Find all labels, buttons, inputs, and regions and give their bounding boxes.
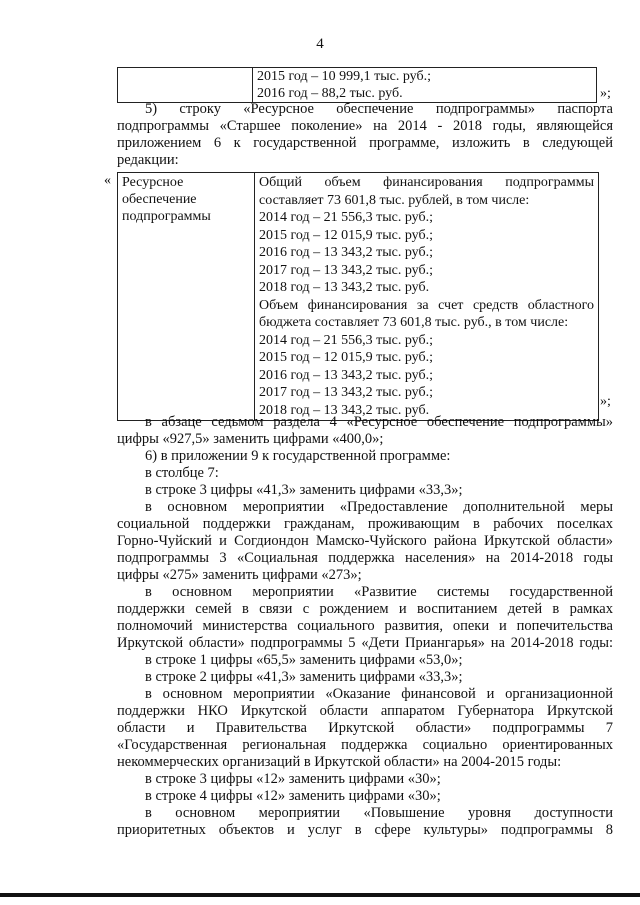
text-line: социальной поддержки гражданам, проживающим в рабочих поселках — [117, 516, 613, 532]
resource-value-cell — [255, 173, 599, 421]
value-line: 2017 год – 13 343,2 тыс. руб.; — [259, 385, 433, 400]
text-line: редакции: — [117, 152, 179, 168]
paragraph-item-5 — [117, 101, 613, 169]
text-line: в строке 1 цифры «65,5» заменить цифрами «53,0»; — [145, 652, 463, 668]
text-line: в основном мероприятии «Развитие системы государственной — [145, 584, 613, 600]
value-line: бюджета составляет 73 601,8 тыс. руб., в том числе: — [259, 315, 569, 330]
text-line: приоритетных объектов и услуг в сфере культуры» подпрограммы 8 — [117, 822, 613, 838]
value-line: 2018 год – 13 343,2 тыс. руб. — [259, 402, 430, 418]
text-line: области и Правительства Иркутской области» подпрограммы 7 — [117, 720, 613, 736]
table-cell-empty — [118, 68, 253, 103]
value-line: 2018 год – 13 343,2 тыс. руб. — [259, 280, 430, 295]
text-line: подпрограммы «Старшее поколение» на 2014 - 2018 годы, являющейся — [117, 118, 613, 134]
text-line: в основном мероприятии «Оказание финансовой и организационной — [145, 686, 613, 702]
text-line: полномочий министерства социального развития, опеки и попечительства — [117, 618, 613, 634]
table-cell-values — [253, 68, 597, 103]
value-line: составляет 73 601,8 тыс. рублей, в том числе: — [259, 192, 530, 208]
page-number: 4 — [316, 36, 324, 52]
text-line: подпрограммы 3 «Социальная поддержка населения» на 2014-2018 годы — [117, 550, 613, 566]
label-line: подпрограммы — [122, 209, 211, 224]
text-line: в строке 3 цифры «41,3» заменить цифрами «33,3»; — [145, 482, 463, 498]
value-line: 2016 год – 13 343,2 тыс. руб.; — [259, 367, 433, 383]
label-line: обеспечение — [122, 192, 197, 207]
value-line: 2016 год – 13 343,2 тыс. руб.; — [259, 245, 433, 260]
closing-quote: »; — [600, 86, 611, 101]
value-line: 2015 год – 10 999,1 тыс. руб.; — [257, 69, 431, 84]
text-line: цифры «927,5» заменить цифрами «400,0»; — [117, 431, 384, 447]
value-line: 2015 год – 12 015,9 тыс. руб.; — [259, 350, 433, 365]
text-line: поддержки НКО Иркутской области аппаратом Губернатора Иркутской — [117, 703, 613, 719]
text-line: приложением 6 к государственной программе, изложить в следующей — [117, 135, 613, 151]
text-line: 6) в приложении 9 к государственной программе: — [145, 448, 451, 464]
text-line: в столбце 7: — [145, 465, 219, 481]
closing-quote: »; — [600, 394, 611, 409]
text-line: цифры «275» заменить цифрами «273»; — [117, 567, 362, 583]
opening-quote: « — [104, 173, 111, 188]
value-line: 2014 год – 21 556,3 тыс. руб.; — [259, 332, 433, 348]
text-line: в абзаце седьмом раздела 4 «Ресурсное обеспечение подпрограммы» — [145, 414, 613, 430]
text-line: в основном мероприятии «Повышение уровня доступности — [145, 805, 613, 821]
text-line: «Государственная региональная поддержка социально ориентированных — [117, 737, 613, 753]
value-line: 2014 год – 21 556,3 тыс. руб.; — [259, 210, 433, 225]
value-line: Общий объем финансирования подпрограммы — [259, 175, 594, 190]
value-line: Объем финансирования за счет средств областного — [259, 297, 594, 313]
text-line: в основном мероприятии «Предоставление дополнительной меры — [145, 499, 613, 515]
value-line: 2017 год – 13 343,2 тыс. руб.; — [259, 262, 433, 278]
text-line: поддержки семей в связи с рождением и воспитанием детей в рамках — [117, 601, 613, 617]
text-line: 5) строку «Ресурсное обеспечение подпрограммы» паспорта — [145, 101, 613, 117]
body-text — [117, 414, 613, 839]
bottom-rule — [0, 893, 640, 897]
text-line: Иркутской области» подпрограммы 5 «Дети Приангарья» на 2014-2018 годы: — [117, 635, 613, 651]
resource-table — [117, 172, 599, 421]
previous-table-fragment — [117, 67, 597, 103]
resource-label-cell — [118, 173, 255, 421]
value-line: 2015 год – 12 015,9 тыс. руб.; — [259, 227, 433, 243]
value-line: 2016 год – 88,2 тыс. руб. — [257, 86, 403, 101]
text-line: в строке 2 цифры «41,3» заменить цифрами «33,3»; — [145, 669, 463, 685]
text-line: Горно-Чуйский и Согдиондон Мамско-Чуйского района Иркутской области» — [117, 533, 613, 549]
text-line: некоммерческих организаций в Иркутской области» на 2004-2015 годы: — [117, 754, 562, 770]
text-line: в строке 4 цифры «12» заменить цифрами «30»; — [145, 788, 441, 804]
text-line: в строке 3 цифры «12» заменить цифрами «30»; — [145, 771, 441, 787]
label-line: Ресурсное — [122, 175, 184, 190]
